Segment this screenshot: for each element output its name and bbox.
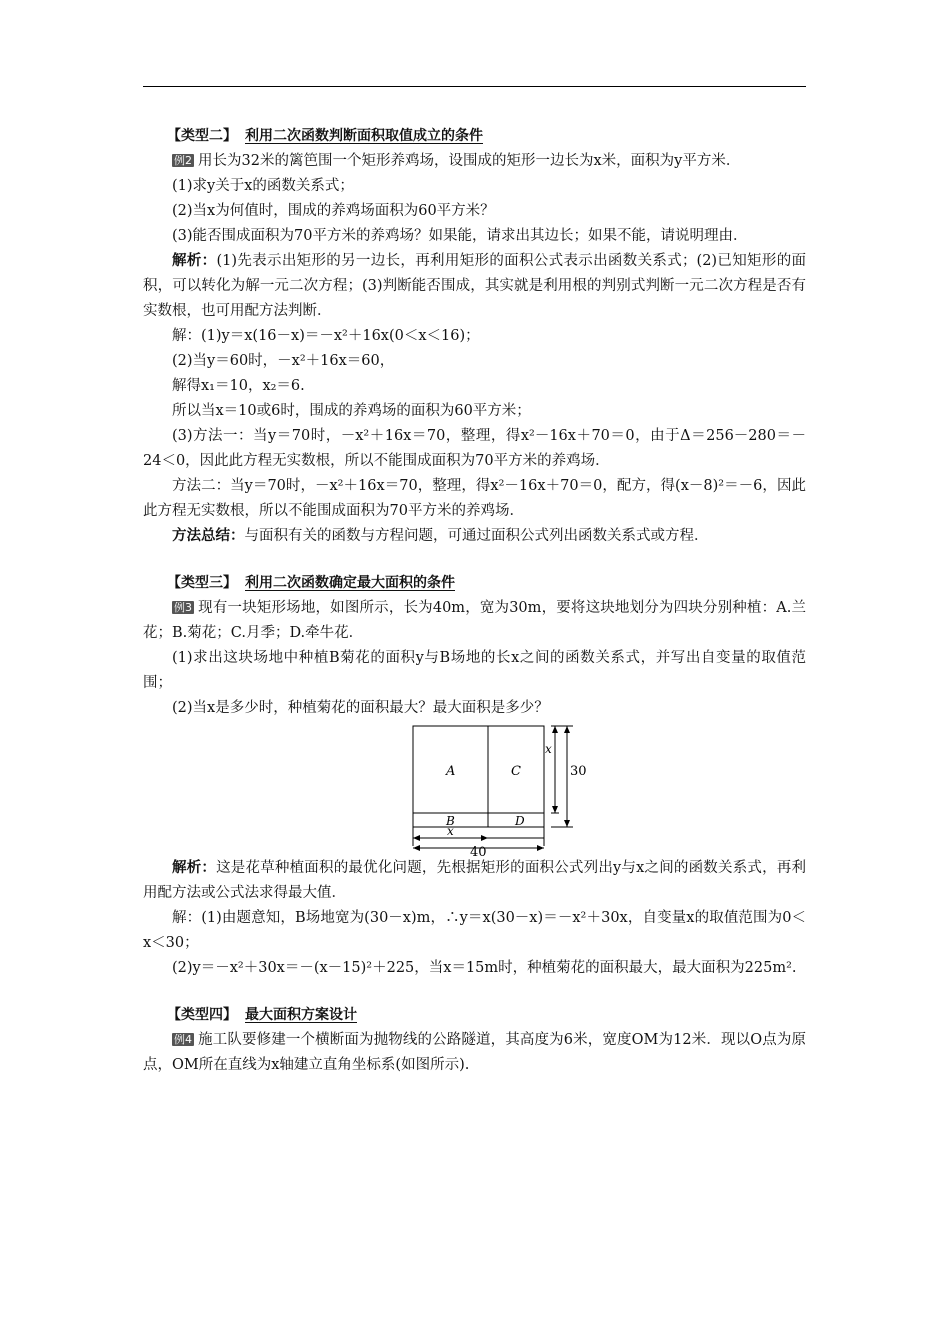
label-x-bottom: x: [447, 824, 454, 838]
solution-line: 方法二：当y＝70时，－x²＋16x＝70，整理，得x²－16x＋70＝0，配方，得(x－8)²＝－6，因此此方程无实数根，所以不能围成面积为70平方米的养鸡场．: [143, 478, 806, 519]
question-2: (2)当x是多少时，种植菊花的面积最大？最大面积是多少？: [172, 700, 549, 716]
document-body: [143, 124, 806, 1078]
section-title: 利用二次函数确定最大面积的条件: [245, 575, 455, 591]
problem-text: 施工队要修建一个横断面为抛物线的公路隧道，其高度为6米，宽度OM为12米．现以O点为原点，OM所在直线为x轴建立直角坐标系(如图所示).: [143, 1032, 806, 1073]
section-tag: 【类型四】: [167, 1007, 237, 1023]
question-1: (1)求出这块场地中种植B菊花的面积y与B场地的长x之间的函数关系式，并写出自变量的取值范围；: [143, 650, 806, 691]
analysis-text: 这是花草种植面积的最优化问题，先根据矩形的面积公式列出y与x之间的函数关系式，再利用配方法或公式法求得最大值．: [143, 860, 806, 901]
example-badge: 例4: [174, 1033, 192, 1046]
field-outline: [413, 726, 544, 827]
solution-line: (2)当y＝60时，－x²＋16x＝60，: [172, 353, 395, 369]
question-3: (3)能否围成面积为70平方米的养鸡场？如果能，请求出其边长；如果不能，请说明理由．: [172, 228, 748, 244]
solution-line: 解得x₁＝10，x₂＝6.: [172, 378, 305, 394]
section-tag: 【类型三】: [167, 575, 237, 591]
solution-line: (3)方法一：当y＝70时，－x²＋16x＝70，整理，得x²－16x＋70＝0，由于Δ＝256－280＝－24＜0，因此此方程无实数根，所以不能围成面积为70平方米的养鸡场．: [143, 428, 806, 469]
section-heading: [167, 571, 806, 596]
field-diagram: [143, 721, 806, 856]
question-1: (1)求y关于x的函数关系式；: [172, 178, 354, 194]
question-2: (2)当x为何值时，围成的养鸡场面积为60平方米？: [172, 203, 495, 219]
problem-text: 现有一块矩形场地，如图所示，长为40m，宽为30m，要将这块地划分为四块分别种植：A.兰花；B.菊花；C.月季；D.牵牛花．: [143, 600, 806, 641]
solution-line: (2)y＝－x²＋30x＝－(x－15)²＋225，当x＝15m时，种植菊花的面积最大，最大面积为225m².: [172, 960, 797, 976]
solution-line: 所以当x＝10或6时，围成的养鸡场的面积为60平方米；: [172, 403, 531, 419]
label-30: 30: [570, 764, 587, 779]
example-problem: [143, 1028, 806, 1078]
analysis-text: (1)先表示出矩形的另一边长，再利用矩形的面积公式表示出函数关系式；(2)已知矩形的面积，可以转化为解一元二次方程；(3)判断能否围成，其实就是利用根的判别式判断一元二次方程是否有实数根，也可用配方法判断．: [143, 253, 807, 319]
example-problem: [143, 596, 806, 646]
method-summary: [143, 524, 806, 549]
section-tag: 【类型二】: [167, 128, 237, 144]
example-badge: 例2: [174, 154, 192, 167]
label-b: B: [446, 814, 455, 828]
example-problem: [143, 149, 806, 174]
problem-text: 用长为32米的篱笆围一个矩形养鸡场，设围成的矩形一边长为x米，面积为y平方米．: [198, 153, 741, 169]
label-a: A: [446, 764, 456, 779]
field-figure: [143, 721, 806, 856]
analysis: [143, 856, 806, 906]
section-heading: [167, 1003, 806, 1028]
label-d: D: [515, 814, 525, 828]
header-rule: [143, 86, 806, 87]
summary-text: 与面积有关的函数与方程问题，可通过面积公式列出函数关系式或方程．: [244, 528, 709, 544]
solution-line: 解：(1)由题意知，B场地宽为(30－x)m，∴y＝x(30－x)＝－x²＋30x，自变量x的取值范围为0＜x＜30；: [143, 910, 806, 951]
section-title: 利用二次函数判断面积取值成立的条件: [245, 128, 483, 144]
section-heading: [167, 124, 806, 149]
label-40: 40: [470, 845, 487, 856]
analysis: [143, 249, 806, 324]
label-c: C: [511, 764, 521, 779]
label-x-side: x: [545, 742, 552, 756]
summary-label: 方法总结：: [172, 528, 245, 544]
analysis-label: 解析：: [172, 860, 217, 876]
analysis-label: 解析：: [172, 253, 217, 269]
solution-line: 解：(1)y＝x(16－x)＝－x²＋16x(0＜x＜16)；: [172, 328, 480, 344]
section-title: 最大面积方案设计: [245, 1007, 357, 1023]
example-badge: 例3: [174, 601, 192, 614]
